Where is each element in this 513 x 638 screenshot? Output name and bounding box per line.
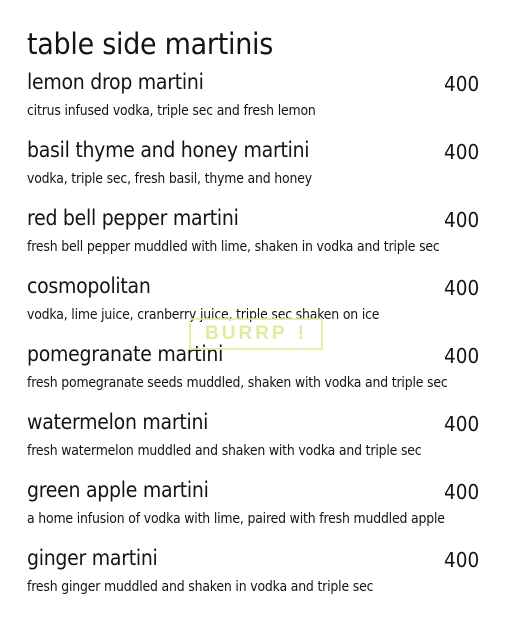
item-name: lemon drop martini (27, 70, 204, 94)
item-name: green apple martini (27, 478, 209, 502)
item-price: 400 (443, 208, 479, 232)
item-name: basil thyme and honey martini (27, 138, 310, 162)
menu-title: table side martinis (27, 27, 274, 61)
item-description: fresh pomegranate seeds muddled, shaken with vodka and triple sec (27, 375, 448, 391)
item-name: pomegranate martini (27, 342, 224, 366)
item-description: citrus infused vodka, triple sec and fresh lemon (27, 103, 316, 119)
menu-item (27, 68, 497, 136)
item-price: 400 (443, 548, 479, 572)
menu-page (27, 24, 497, 612)
item-price: 400 (443, 140, 479, 164)
item-description: fresh bell pepper muddled with lime, shaken in vodka and triple sec (27, 239, 440, 255)
item-price: 400 (443, 72, 479, 96)
item-name: ginger martini (27, 546, 158, 570)
item-description: fresh watermelon muddled and shaken with vodka and triple sec (27, 443, 422, 459)
menu-item (27, 544, 497, 612)
item-name: watermelon martini (27, 410, 209, 434)
item-price: 400 (443, 480, 479, 504)
menu-item (27, 204, 497, 272)
item-name: cosmopolitan (27, 274, 151, 298)
menu-item (27, 408, 497, 476)
watermark-mark: ! (297, 323, 307, 344)
item-price: 400 (443, 412, 479, 436)
item-description: vodka, lime juice, cranberry juice, triple sec shaken on ice (27, 307, 380, 323)
item-description: a home infusion of vodka with lime, paired with fresh muddled apple (27, 511, 445, 527)
menu-item (27, 340, 497, 408)
item-price: 400 (443, 276, 479, 300)
item-price: 400 (443, 344, 479, 368)
menu-item (27, 272, 497, 340)
item-description: vodka, triple sec, fresh basil, thyme and honey (27, 171, 312, 187)
menu-item (27, 476, 497, 544)
item-name: red bell pepper martini (27, 206, 239, 230)
item-description: fresh ginger muddled and shaken in vodka and triple sec (27, 579, 374, 595)
menu-item (27, 136, 497, 204)
watermark-text: BURRP (205, 323, 288, 344)
